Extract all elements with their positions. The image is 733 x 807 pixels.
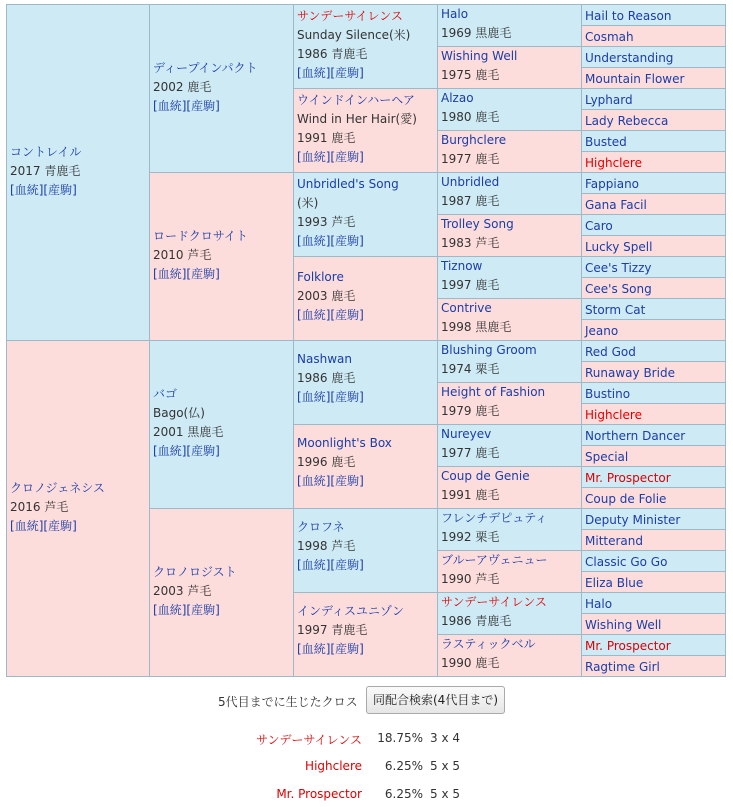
cross-horse-link[interactable]: Mr. Prospector xyxy=(276,787,362,801)
horse-name-link[interactable]: Blushing Groom xyxy=(441,343,537,357)
horse-year-color: 1998 黒鹿毛 xyxy=(441,320,512,334)
gen4-cell g4 xyxy=(437,382,582,425)
offspring-link[interactable]: 産駒 xyxy=(335,308,360,322)
horse-name-link[interactable]: Trolley Song xyxy=(441,217,514,231)
horse-year-color: 1986 青鹿毛 xyxy=(441,614,512,628)
offspring-link[interactable]: 産駒 xyxy=(335,234,360,248)
horse-origin-name: Sunday Silence(米) xyxy=(297,28,411,42)
pedigree-link[interactable]: 血統 xyxy=(301,390,326,404)
horse-year-color: 1990 芦毛 xyxy=(441,572,500,586)
gen3-cell xyxy=(293,88,438,173)
gen3-cell xyxy=(293,172,438,257)
gen5-cell g5 xyxy=(581,151,726,173)
horse-year-color: 2010 芦毛 xyxy=(153,248,212,262)
gen5-cell g5 xyxy=(581,46,726,68)
cross-percent: 6.25% xyxy=(384,759,423,773)
horse-name-link[interactable]: Hail to Reason xyxy=(585,9,672,23)
offspring-link[interactable]: 産駒 xyxy=(335,390,360,404)
pedigree-links: [血統][産駒] xyxy=(10,183,77,197)
same-cross-search-button[interactable]: 同配合検索(4代目まで) xyxy=(366,686,505,714)
horse-year-color: 1979 鹿毛 xyxy=(441,404,500,418)
horse-name-link[interactable]: Bustino xyxy=(585,387,631,401)
gen5-cell g5 xyxy=(581,130,726,152)
gen5-cell g5 xyxy=(581,403,726,425)
gen4-cell g4 xyxy=(437,634,582,677)
horse-name-link[interactable]: Contrive xyxy=(441,301,492,315)
pedigree-link[interactable]: 血統 xyxy=(157,444,182,458)
gen5-cell g5 xyxy=(581,487,726,509)
gen5-cell g5 xyxy=(581,361,726,383)
gen5-cell g5 xyxy=(581,298,726,320)
horse-year-color: 1986 青鹿毛 xyxy=(297,47,368,61)
horse-year-color: 2003 鹿毛 xyxy=(297,289,356,303)
horse-year-color: 1991 鹿毛 xyxy=(297,131,356,145)
horse-year-color: 1997 鹿毛 xyxy=(441,278,500,292)
gen4-cell g4 xyxy=(437,424,582,467)
horse-name-link[interactable]: Coup de Folie xyxy=(585,492,667,506)
offspring-link[interactable]: 産駒 xyxy=(191,444,216,458)
pedigree-link[interactable]: 血統 xyxy=(301,558,326,572)
horse-name-link[interactable]: Tiznow xyxy=(441,259,483,273)
pedigree-link[interactable]: 血統 xyxy=(14,519,39,533)
horse-year-color: 1977 鹿毛 xyxy=(441,152,500,166)
cross-horse-link[interactable]: Highclere xyxy=(305,759,362,773)
cross-row-2 xyxy=(0,787,733,807)
horse-name-link[interactable]: Northern Dancer xyxy=(585,429,686,443)
offspring-link[interactable]: 産駒 xyxy=(335,66,360,80)
gen5-cell g5 xyxy=(581,613,726,635)
horse-origin-name: (米) xyxy=(297,196,319,210)
pedigree-link[interactable]: 血統 xyxy=(301,66,326,80)
gen4-cell g4 xyxy=(437,46,582,89)
cross-generation: 3 x 4 xyxy=(430,731,460,745)
gen5-cell g5 xyxy=(581,529,726,551)
pedigree-links: [血統][産駒] xyxy=(10,519,77,533)
cross-row-1 xyxy=(0,759,733,779)
horse-name-link[interactable]: Burghclere xyxy=(441,133,507,147)
pedigree-link[interactable]: 血統 xyxy=(301,150,326,164)
horse-year-color: 2001 黒鹿毛 xyxy=(153,425,224,439)
horse-name-link[interactable]: Nureyev xyxy=(441,427,492,441)
gen4-cell g4 xyxy=(437,508,582,551)
offspring-link[interactable]: 産駒 xyxy=(48,183,73,197)
horse-year-color: 1998 芦毛 xyxy=(297,539,356,553)
cross-percent: 18.75% xyxy=(377,731,423,745)
horse-name-link[interactable]: Storm Cat xyxy=(585,303,646,317)
horse-name-link[interactable]: Moonlight's Box xyxy=(297,436,392,450)
gen3-cell xyxy=(293,424,438,509)
horse-year-color: 1986 鹿毛 xyxy=(297,371,356,385)
cross-row-0 xyxy=(0,731,733,751)
gen2-cell xyxy=(149,172,294,341)
gen5-cell g5 xyxy=(581,508,726,530)
horse-name-link[interactable]: Red God xyxy=(585,345,636,359)
pedigree-links: [血統][産駒] xyxy=(297,150,364,164)
horse-name-link[interactable]: Unbridled's Song xyxy=(297,177,399,191)
horse-name-link[interactable]: Special xyxy=(585,450,629,464)
gen5-cell g5 xyxy=(581,424,726,446)
horse-year-color: 1997 青鹿毛 xyxy=(297,623,368,637)
horse-year-color: 1991 鹿毛 xyxy=(441,488,500,502)
horse-name-link[interactable]: Eliza Blue xyxy=(585,576,644,590)
offspring-link[interactable]: 産駒 xyxy=(335,642,360,656)
offspring-link[interactable]: 産駒 xyxy=(335,150,360,164)
pedigree-links: [血統][産駒] xyxy=(297,66,364,80)
pedigree-links: [血統][産駒] xyxy=(153,99,220,113)
pedigree-links: [血統][産駒] xyxy=(153,603,220,617)
gen5-cell g5 xyxy=(581,4,726,26)
gen3-cell xyxy=(293,256,438,341)
horse-name-link[interactable]: Mr. Prospector xyxy=(585,639,671,653)
horse-name-link[interactable]: Deputy Minister xyxy=(585,513,681,527)
gen5-cell g5 xyxy=(581,172,726,194)
horse-name-link[interactable]: Caro xyxy=(585,219,613,233)
horse-name-link[interactable]: Cosmah xyxy=(585,30,634,44)
pedigree-link[interactable]: 血統 xyxy=(157,267,182,281)
pedigree-link[interactable]: 血統 xyxy=(301,642,326,656)
gen4-cell g4 xyxy=(437,256,582,299)
horse-year-color: 2017 青鹿毛 xyxy=(10,164,81,178)
gen5-cell g5 xyxy=(581,67,726,89)
gen5-cell g5 xyxy=(581,655,726,677)
horse-name-link[interactable]: ブルーアヴェニュー xyxy=(441,553,548,567)
pedigree-link[interactable]: 血統 xyxy=(157,603,182,617)
cross-percent: 6.25% xyxy=(384,787,423,801)
cross-section xyxy=(0,686,733,718)
horse-name-link[interactable]: Highclere xyxy=(585,408,642,422)
gen2-cell xyxy=(149,340,294,509)
horse-name-link[interactable]: ディープインパクト xyxy=(153,61,258,75)
gen5-cell g5 xyxy=(581,466,726,488)
gen4-cell g4 xyxy=(437,4,582,47)
sire-cell xyxy=(6,4,150,341)
horse-name-link[interactable]: Runaway Bride xyxy=(585,366,675,380)
gen5-cell g5 xyxy=(581,382,726,404)
horse-year-color: 1996 鹿毛 xyxy=(297,455,356,469)
offspring-link[interactable]: 産駒 xyxy=(335,474,360,488)
horse-year-color: 1993 芦毛 xyxy=(297,215,356,229)
gen5-cell g5 xyxy=(581,550,726,572)
horse-name-link[interactable]: Cee's Tizzy xyxy=(585,261,652,275)
gen3-cell xyxy=(293,340,438,425)
cross-generation: 5 x 5 xyxy=(430,787,460,801)
gen5-cell g5 xyxy=(581,193,726,215)
pedigree-links: [血統][産駒] xyxy=(153,267,220,281)
horse-origin-name: Bago(仏) xyxy=(153,406,205,420)
gen4-cell g4 xyxy=(437,592,582,635)
horse-name-link[interactable]: Wishing Well xyxy=(441,49,518,63)
horse-name-link[interactable]: コントレイル xyxy=(10,145,82,159)
gen4-cell g4 xyxy=(437,298,582,341)
gen3-cell xyxy=(293,508,438,593)
pedigree-link[interactable]: 血統 xyxy=(301,234,326,248)
horse-year-color: 2003 芦毛 xyxy=(153,584,212,598)
gen5-cell g5 xyxy=(581,634,726,656)
gen5-cell g5 xyxy=(581,340,726,362)
gen5-cell g5 xyxy=(581,571,726,593)
pedigree-links: [血統][産駒] xyxy=(297,308,364,322)
horse-year-color: 1983 芦毛 xyxy=(441,236,500,250)
horse-name-link[interactable]: Folklore xyxy=(297,270,344,284)
horse-name-link[interactable]: クロノジェネシス xyxy=(10,481,105,495)
gen5-cell g5 xyxy=(581,445,726,467)
dam-cell xyxy=(6,340,150,677)
horse-name-link[interactable]: Highclere xyxy=(585,156,642,170)
gen4-cell g4 xyxy=(437,550,582,593)
pedigree-link[interactable]: 血統 xyxy=(157,99,182,113)
gen5-cell g5 xyxy=(581,25,726,47)
gen4-cell g4 xyxy=(437,130,582,173)
horse-name-link[interactable]: Halo xyxy=(441,7,469,21)
horse-name-link[interactable]: Nashwan xyxy=(297,352,352,366)
cross-generation: 5 x 5 xyxy=(430,759,460,773)
gen4-cell g4 xyxy=(437,88,582,131)
horse-year-color: 1980 鹿毛 xyxy=(441,110,500,124)
gen5-cell g5 xyxy=(581,277,726,299)
pedigree-link[interactable]: 血統 xyxy=(301,308,326,322)
pedigree-link[interactable]: 血統 xyxy=(301,474,326,488)
horse-name-link[interactable]: Jeano xyxy=(585,324,619,338)
pedigree-links: [血統][産駒] xyxy=(297,474,364,488)
horse-year-color: 1975 鹿毛 xyxy=(441,68,500,82)
horse-name-link[interactable]: Gana Facil xyxy=(585,198,647,212)
offspring-link[interactable]: 産駒 xyxy=(191,99,216,113)
horse-year-color: 2002 鹿毛 xyxy=(153,80,212,94)
horse-name-link[interactable]: ラスティックベル xyxy=(441,637,536,651)
horse-name-link[interactable]: Lady Rebecca xyxy=(585,114,669,128)
horse-year-color: 1987 鹿毛 xyxy=(441,194,500,208)
horse-name-link[interactable]: クロノロジスト xyxy=(153,565,237,579)
horse-name-link[interactable]: Lucky Spell xyxy=(585,240,653,254)
pedigree-links: [血統][産駒] xyxy=(297,234,364,248)
pedigree-table xyxy=(6,4,726,676)
horse-name-link[interactable]: Mountain Flower xyxy=(585,72,685,86)
horse-year-color: 1974 栗毛 xyxy=(441,362,500,376)
cross-horse-link[interactable]: サンデーサイレンス xyxy=(256,733,362,747)
horse-name-link[interactable]: Mr. Prospector xyxy=(585,471,671,485)
pedigree-links: [血統][産駒] xyxy=(153,444,220,458)
horse-name-link[interactable]: Ragtime Girl xyxy=(585,660,660,674)
horse-year-color: 1990 鹿毛 xyxy=(441,656,500,670)
horse-name-link[interactable]: Unbridled xyxy=(441,175,500,189)
horse-name-link[interactable]: ロードクロサイト xyxy=(153,229,248,243)
horse-name-link[interactable]: サンデーサイレンス xyxy=(441,595,547,609)
pedigree-links: [血統][産駒] xyxy=(297,558,364,572)
horse-year-color: 1992 栗毛 xyxy=(441,530,500,544)
horse-origin-name: Wind in Her Hair(愛) xyxy=(297,112,417,126)
gen3-cell xyxy=(293,592,438,677)
gen5-cell g5 xyxy=(581,319,726,341)
horse-year-color: 1969 黒鹿毛 xyxy=(441,26,512,40)
gen5-cell g5 xyxy=(581,109,726,131)
horse-name-link[interactable]: インディスユニゾン xyxy=(297,604,405,618)
horse-name-link[interactable]: Height of Fashion xyxy=(441,385,546,399)
gen5-cell g5 xyxy=(581,214,726,236)
gen4-cell g4 xyxy=(437,340,582,383)
horse-name-link[interactable]: Busted xyxy=(585,135,627,149)
horse-year-color: 1977 鹿毛 xyxy=(441,446,500,460)
horse-name-link[interactable]: Lyphard xyxy=(585,93,633,107)
horse-name-link[interactable]: Cee's Song xyxy=(585,282,652,296)
gen5-cell g5 xyxy=(581,256,726,278)
gen4-cell g4 xyxy=(437,466,582,509)
offspring-link[interactable]: 産駒 xyxy=(191,267,216,281)
horse-name-link[interactable]: Understanding xyxy=(585,51,674,65)
horse-name-link[interactable]: Alzao xyxy=(441,91,474,105)
gen2-cell xyxy=(149,4,294,173)
horse-name-link[interactable]: Halo xyxy=(585,597,613,611)
cross-label: 5代目までに生じたクロス xyxy=(218,695,358,709)
gen2-cell xyxy=(149,508,294,677)
gen5-cell g5 xyxy=(581,235,726,257)
horse-year-color: 2016 芦毛 xyxy=(10,500,69,514)
horse-name-link[interactable]: ウインドインハーヘア xyxy=(297,93,415,107)
gen3-cell xyxy=(293,4,438,89)
horse-name-link[interactable]: サンデーサイレンス xyxy=(297,9,403,23)
gen4-cell g4 xyxy=(437,172,582,215)
offspring-link[interactable]: 産駒 xyxy=(335,558,360,572)
horse-name-link[interactable]: クロフネ xyxy=(297,520,345,534)
gen4-cell g4 xyxy=(437,214,582,257)
horse-name-link[interactable]: バゴ xyxy=(153,387,178,401)
pedigree-links: [血統][産駒] xyxy=(297,390,364,404)
horse-name-link[interactable]: Wishing Well xyxy=(585,618,662,632)
horse-name-link[interactable]: フレンチデピュティ xyxy=(441,511,548,525)
horse-name-link[interactable]: Fappiano xyxy=(585,177,640,191)
offspring-link[interactable]: 産駒 xyxy=(191,603,216,617)
gen5-cell g5 xyxy=(581,592,726,614)
pedigree-link[interactable]: 血統 xyxy=(14,183,39,197)
horse-name-link[interactable]: Classic Go Go xyxy=(585,555,668,569)
offspring-link[interactable]: 産駒 xyxy=(48,519,73,533)
horse-name-link[interactable]: Coup de Genie xyxy=(441,469,530,483)
pedigree-links: [血統][産駒] xyxy=(297,642,364,656)
horse-name-link[interactable]: Mitterand xyxy=(585,534,643,548)
gen5-cell g5 xyxy=(581,88,726,110)
